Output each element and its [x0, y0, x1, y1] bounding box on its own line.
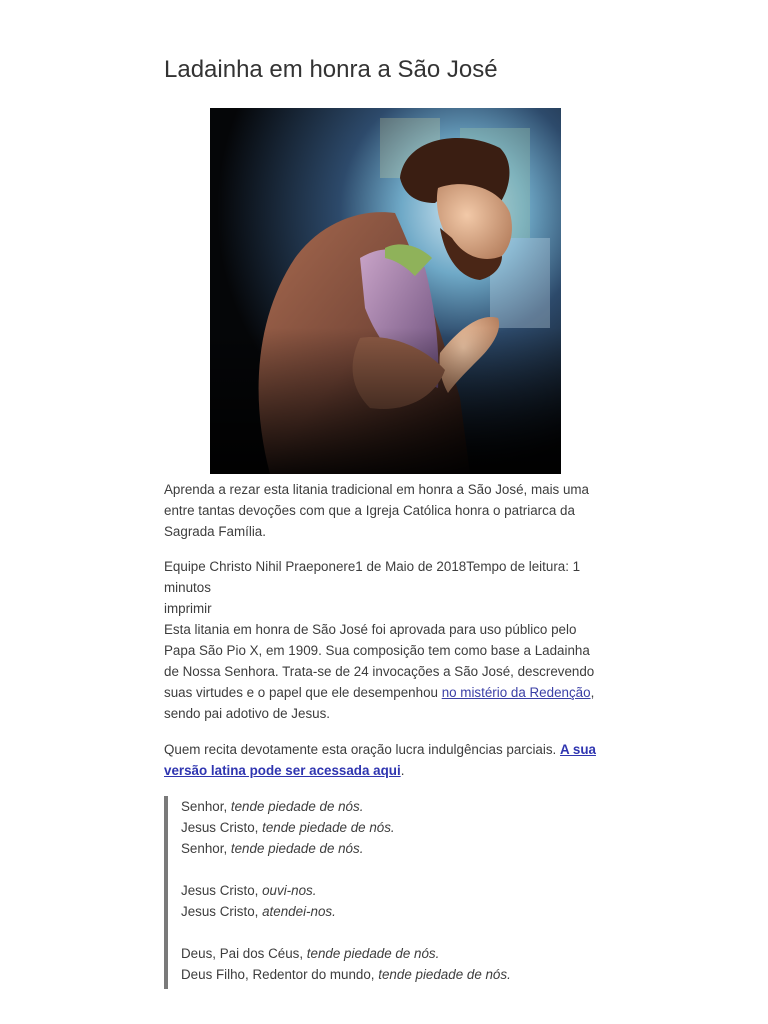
- litany-response: tende piedade de nós.: [230, 799, 364, 814]
- litany-blockquote: [164, 796, 604, 989]
- litany-response: ouvi-nos.: [262, 883, 317, 898]
- saint-joseph-image: [210, 108, 561, 474]
- litany-response: tende piedade de nós.: [262, 820, 395, 835]
- litany-line: [181, 880, 604, 901]
- litany-line: [181, 901, 604, 922]
- litany-line: [181, 838, 604, 859]
- litany-line: [181, 796, 604, 817]
- redemption-link[interactable]: no mistério da Redenção: [441, 685, 591, 700]
- litany-line: [181, 943, 604, 964]
- saint-joseph-illustration: [210, 108, 561, 474]
- article-meta-body: [164, 556, 608, 724]
- litany-invocation: Senhor,: [181, 841, 231, 856]
- litany-invocation: Jesus Cristo,: [181, 820, 263, 835]
- indulgence-paragraph: [164, 739, 608, 781]
- body-text-before: Esta litania em honra de São José foi aprovada para uso público pelo Papa São Pio X, em 1909. Sua composição tem como base a Ladainha de Nossa Senhora. Trata-se de 24 invocações a São José, descrevendo suas virtudes e o papel que ele desempenhou: [164, 622, 595, 700]
- print-link[interactable]: imprimir: [164, 601, 212, 616]
- litany-line: [181, 817, 604, 838]
- article-lead: Aprenda a rezar esta litania tradicional em honra a São José, mais uma entre tantas devoções com que a Igreja Católica honra o patriarca da Sagrada Família.: [164, 482, 590, 539]
- body-text-after: , sendo pai adotivo de Jesus.: [164, 685, 595, 721]
- litany-response: atendei-nos.: [262, 904, 336, 919]
- litany-invocation: Jesus Cristo,: [181, 904, 263, 919]
- litany-invocation: Senhor,: [181, 799, 231, 814]
- article-body: [164, 619, 608, 724]
- litany-line: [181, 964, 604, 985]
- litany-response: tende piedade de nós.: [378, 967, 511, 982]
- litany-spacer: [181, 922, 604, 943]
- indulgence-end: .: [400, 763, 405, 778]
- latin-version-link[interactable]: A sua versão latina pode ser acessada aqui: [164, 742, 596, 778]
- indulgence-text: Quem recita devotamente esta oração lucra indulgências parciais.: [164, 742, 560, 757]
- litany-response: tende piedade de nós.: [230, 841, 364, 856]
- litany-invocation: Deus, Pai dos Céus,: [181, 946, 307, 961]
- article-meta: Equipe Christo Nihil Praeponere1 de Maio de 2018Tempo de leitura: 1 minutos: [164, 559, 581, 595]
- litany-invocation: Deus Filho, Redentor do mundo,: [181, 967, 379, 982]
- page-title: Ladainha em honra a São José: [164, 56, 498, 83]
- litany-spacer: [181, 859, 604, 880]
- litany-invocation: Jesus Cristo,: [181, 883, 263, 898]
- litany-response: tende piedade de nós.: [306, 946, 440, 961]
